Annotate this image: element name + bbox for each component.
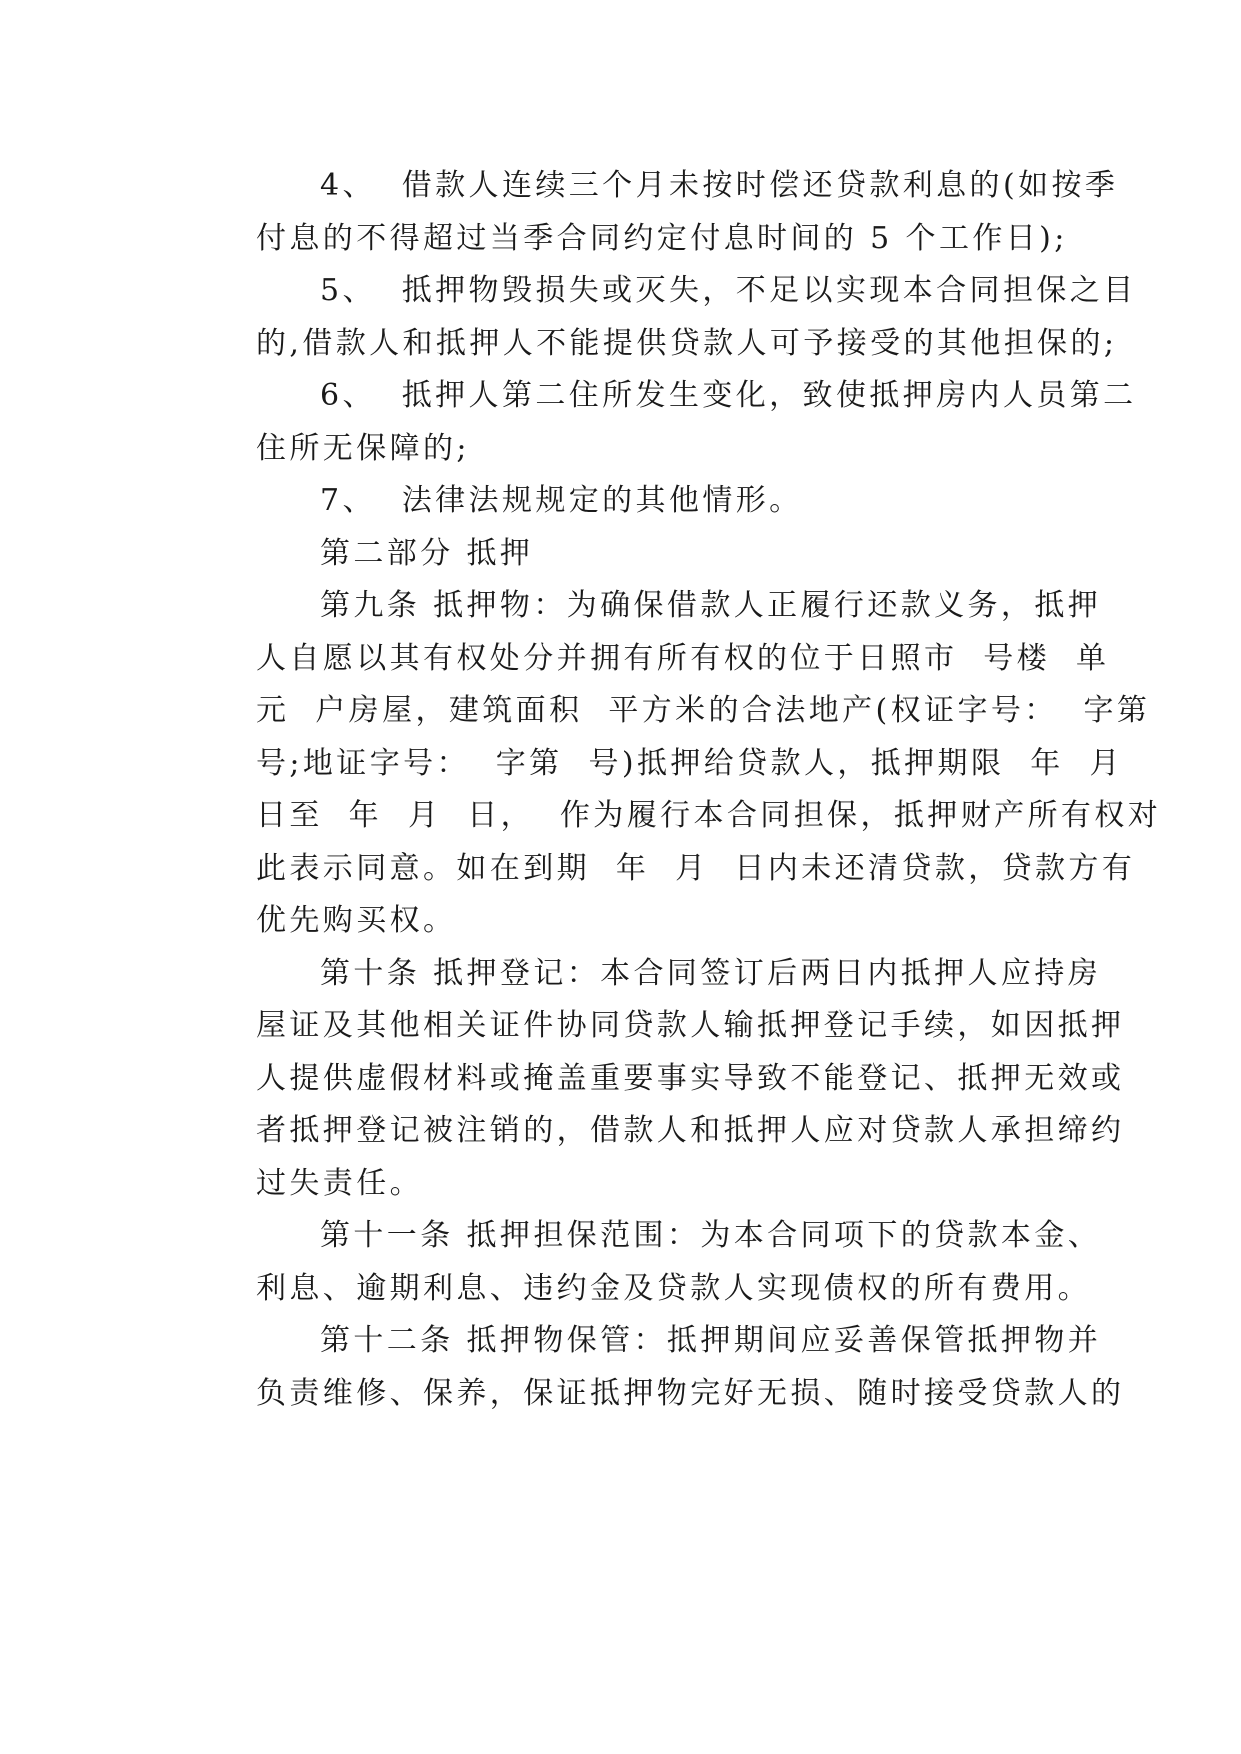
clause-6 [192,370,1137,475]
text-line: 元 户房屋，建筑面积 平方米的合法地产(权证字号： 字第 [256,693,1151,728]
text-line: 4、 借款人连续三个月未按时偿还贷款利息的(如按季 [320,168,1119,203]
text-line: 住所无保障的; [256,430,470,466]
text-line: 6、 抵押人第二住所发生变化，致使抵押房内人员第二 [320,378,1137,413]
text-line: 的,借款人和抵押人不能提供贷款人可予接受的其他担保的; [256,325,1118,361]
text-line: 付息的不得超过当季合同约定付息时间的 5 个工作日); [256,220,1068,256]
clause-5 [192,265,1137,370]
text-line: 过失责任。 [256,1165,423,1201]
text-line: 7、 法律法规规定的其他情形。 [320,483,803,518]
text-line: 人自愿以其有权处分并拥有所有权的位于日照市 号楼 单 [256,640,1110,676]
text-line: 第九条 抵押物：为确保借款人正履行还款义务，抵押 [320,588,1102,623]
clause-7 [192,475,1052,528]
clause-4 [192,160,1119,265]
text-line: 第十一条 抵押担保范围：为本合同项下的贷款本金、 [320,1218,1102,1253]
article-12 [192,1315,1125,1420]
text-line: 第十条 抵押登记：本合同签订后两日内抵押人应持房 [320,955,1102,991]
text-line: 第二部分 抵押 [320,535,534,571]
text-line: 优先购买权。 [256,903,457,938]
text-line: 负责维修、保养，保证抵押物完好无损、随时接受贷款人的 [256,1375,1125,1411]
article-9 [192,580,1162,948]
text-line: 第十二条 抵押物保管：抵押期间应妥善保管抵押物并 [320,1323,1102,1358]
text-line: 者抵押登记被注销的，借款人和抵押人应对贷款人承担缔约 [256,1113,1125,1148]
text-line: 人提供虚假材料或掩盖重要事实导致不能登记、抵押无效或 [256,1060,1125,1096]
text-line: 屋证及其他相关证件协同贷款人输抵押登记手续，如因抵押 [256,1008,1125,1043]
text-line: 号;地证字号： 字第 号)抵押给贷款人，抵押期限 年 月 [256,745,1123,781]
section-heading [192,528,1052,581]
article-11 [192,1210,1102,1315]
text-line: 此表示同意。如在到期 年 月 日内未还清贷款，贷款方有 [256,850,1136,886]
text-line: 日至 年 月 日， 作为履行本合同担保，抵押财产所有权对 [256,798,1162,833]
document-body [192,160,1162,1420]
article-10 [192,948,1125,1211]
text-line: 利息、逾期利息、违约金及贷款人实现债权的所有费用。 [256,1270,1091,1306]
text-line: 5、 抵押物毁损失或灭失，不足以实现本合同担保之目 [320,273,1137,308]
